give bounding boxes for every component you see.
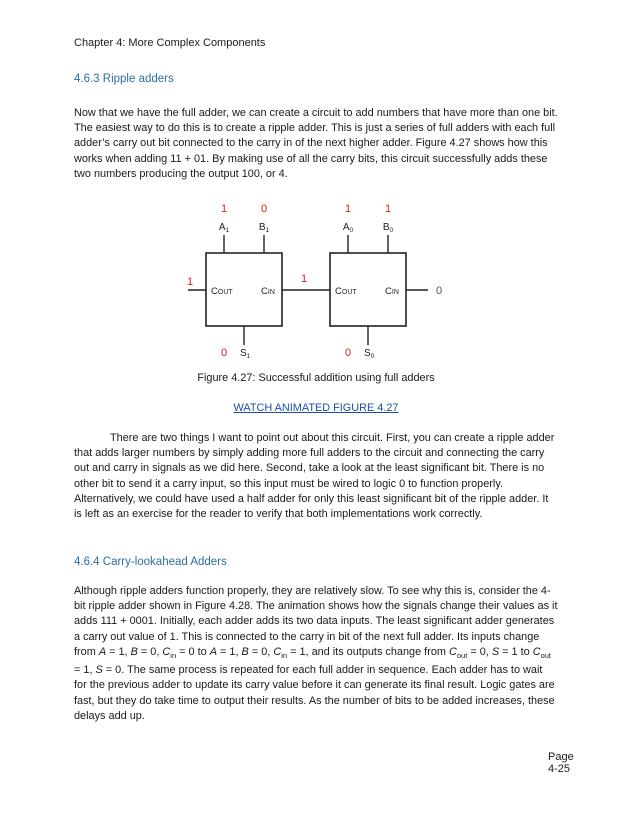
chapter-header: Chapter 4: More Complex Components	[74, 37, 266, 49]
middle-carry-value: 1	[300, 273, 308, 285]
adder-1-cin-label: CIN	[261, 286, 275, 297]
b1-value: 0	[260, 203, 268, 215]
ripple-adder-diagram	[184, 198, 454, 364]
paragraph-observations: There are two things I want to point out about this circuit. First, you can create a ripple adder that adds larger numbers by simply adding more full adders to the circuit and connecting the carry out and carry in signals as we did here. Second, take a look at the least significant bit. There is no other bit to send it a carry input, so this input must be wired to logic 0 to function properly. Alternatively, we could have used a half adder for only this least significant bit of the ripple adder. It is left as an exercise for the reader to verify that both implementations work correctly.	[74, 432, 555, 521]
adder-0-cin-label: CIN	[385, 286, 399, 297]
page-number: Page 4-25	[548, 751, 574, 775]
carry-in-value: 0	[436, 285, 443, 297]
s1-label: $S_1$	[240, 348, 251, 360]
adder-1-cout-label: COUT	[211, 286, 233, 297]
section-heading-ripple-adders: 4.6.3 Ripple adders	[74, 73, 174, 85]
a1-value: 1	[220, 203, 228, 215]
final-carry-out-value: 1	[186, 276, 194, 288]
watch-animated-figure-link[interactable]: WATCH ANIMATED FIGURE 4.27	[233, 402, 399, 414]
paragraph-intro: Now that we have the full adder, we can create a circuit to add numbers that have more than one bit. The easiest way to do this is to create a ripple adder. This is just a series of full adders with each full adder’s carry out bit connected to the carry in of the next higher adder. Figure 4.27 shows how this works when adding 11 + 01. By making use of all the carry bits, this circuit successfully adds these two numbers producing the output 100, or 4.	[74, 107, 558, 180]
watch-animated-figure-link-container	[74, 402, 558, 414]
figure-caption: Figure 4.27: Successful addition using full adders	[197, 372, 435, 384]
b0-label: $B_0$	[382, 222, 394, 234]
adder-0-cout-label: COUT	[335, 286, 357, 297]
a1-label: $A_1$	[218, 222, 230, 234]
section-heading-carry-lookahead: 4.6.4 Carry-lookahead Adders	[74, 556, 227, 568]
paragraph-carry-lookahead: Although ripple adders function properly, they are relatively slow. To see why this is, consider the 4-bit ripple adder shown in Figure 4.28. The animation shows how the signals change their values as it adds 111 + 0001. Initially, each adder adds its two data inputs. The least significant adder generates a carry out value of 1. This is connected to the carry in bit of the next full adder. Its inputs change from A = 1, B = 0, $C_{in} = 0$ to A = 1, B = 0, $C_{in} = 1$, and its outputs change from $C_{out} = 0$, S = 1 to $C_{out} = 1$, S = 0. The same process is repeated for each full adder in sequence. Each adder has to wait for the previous adder to update its carry value before it can generate its final result. Logic gates are fast, but they do take time to output their results. As the number of bits to be added increases, these delays add up.	[74, 585, 558, 722]
b0-value: 1	[384, 203, 392, 215]
s1-value: 0	[220, 347, 228, 359]
b1-label: $B_1$	[258, 222, 270, 234]
a0-value: 1	[344, 203, 352, 215]
a0-label: $A_0$	[342, 222, 354, 234]
s0-label: $S_0$	[364, 348, 375, 360]
s0-value: 0	[344, 347, 352, 359]
